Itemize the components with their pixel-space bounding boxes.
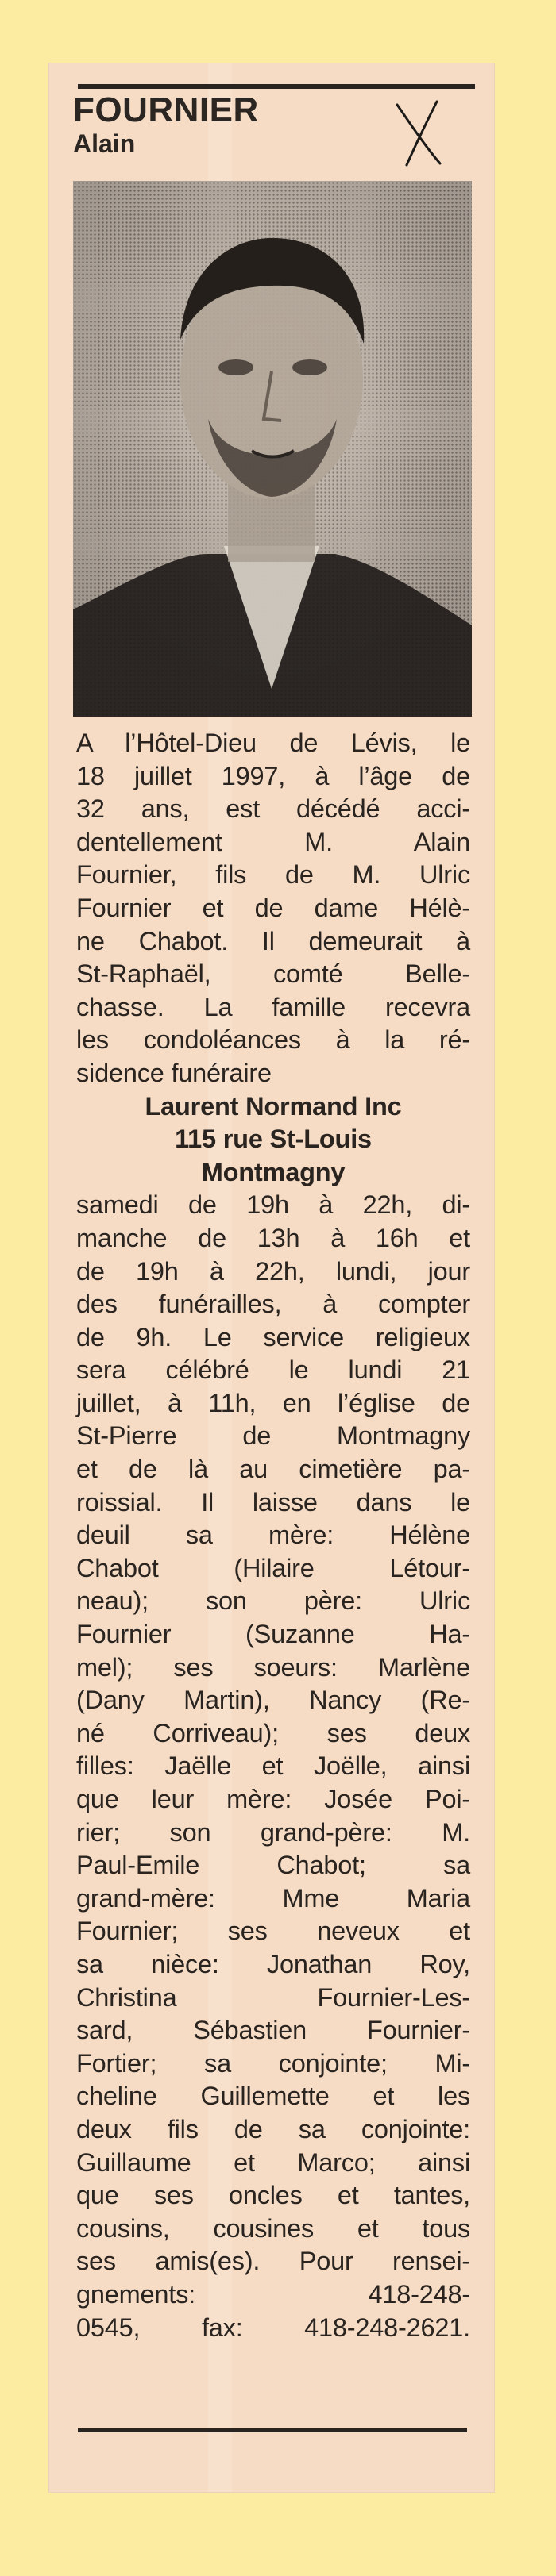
surname: FOURNIER	[73, 90, 259, 129]
text-line: 18 juillet 1997, à l’âge de	[76, 761, 470, 790]
top-rule	[78, 84, 475, 89]
name-heading	[73, 90, 259, 157]
text-line: manche de 13h à 16h et	[76, 1223, 470, 1252]
handwritten-x-mark	[391, 97, 446, 168]
text-line: grand-mère: Mme Maria	[76, 1883, 470, 1913]
text-line: St-Pierre de Montmagny	[76, 1421, 470, 1451]
funeral-home-line: Laurent Normand Inc	[145, 1091, 402, 1121]
given-name: Alain	[73, 129, 136, 158]
text-line: de 19h à 22h, lundi, jour	[76, 1256, 470, 1286]
text-line: sa nièce: Jonathan Roy,	[76, 1949, 470, 1978]
text-line: né Corriveau); ses deux	[76, 1718, 470, 1747]
text-line: Paul-Emile Chabot; sa	[76, 1851, 470, 1880]
text-line: que ses oncles et tantes,	[76, 2181, 470, 2210]
text-line: de 9h. Le service religieux	[76, 1322, 470, 1351]
text-line: sera célébré le lundi 21	[76, 1355, 470, 1385]
text-line: Fortier; sa conjointe; Mi-	[76, 2048, 470, 2078]
text-line: sidence funéraire	[76, 1058, 272, 1087]
text-line: roissial. Il laisse dans le	[76, 1487, 470, 1517]
text-line: sard, Sébastien Fournier-	[76, 2016, 470, 2045]
text-line: ses amis(es). Pour rensei-	[76, 2247, 470, 2276]
text-line: et de là au cimetière pa-	[76, 1455, 470, 1484]
text-line: Fournier (Suzanne Ha-	[76, 1620, 470, 1649]
text-line: juillet, à 11h, en l’église de	[76, 1388, 470, 1417]
text-line: Fournier, fils de M. Ulric	[76, 860, 470, 890]
text-line: 32 ans, est décédé acci-	[76, 794, 470, 824]
funeral-home-line: 115 rue St-Louis	[175, 1125, 372, 1154]
text-line: rier; son grand-père: M.	[76, 1817, 470, 1847]
text-line: mel); ses soeurs: Marlène	[76, 1652, 470, 1682]
text-line: Guillaume et Marco; ainsi	[76, 2147, 470, 2177]
text-line: cousins, cousines et tous	[76, 2213, 470, 2243]
text-line: cheline Guillemette et les	[76, 2082, 470, 2111]
text-line: Christina Fournier-Les-	[76, 1982, 470, 2012]
text-line: gnements: 418-248-	[76, 2279, 470, 2309]
text-line: chasse. La famille recevra	[76, 992, 470, 1021]
text-line: ne Chabot. Il demeurait à	[76, 926, 470, 955]
portrait-photo	[73, 181, 472, 717]
text-line: A l’Hôtel-Dieu de Lévis, le	[76, 729, 470, 757]
text-line: 0545, fax: 418-248-2621.	[76, 2313, 470, 2342]
text-line: deux fils de sa conjointe:	[76, 2114, 470, 2143]
text-line: St-Raphaël, comté Belle-	[76, 959, 470, 989]
text-line: dentellement M. Alain	[76, 827, 470, 856]
text-line: samedi de 19h à 22h, di-	[76, 1190, 470, 1220]
text-line: Chabot (Hilaire Létour-	[76, 1553, 470, 1582]
text-line: filles: Jaëlle et Joëlle, ainsi	[76, 1751, 470, 1781]
newspaper-clipping	[49, 63, 494, 2492]
text-line: (Dany Martin), Nancy (Re-	[76, 1686, 470, 1715]
text-line: les condoléances à la ré-	[76, 1025, 470, 1055]
funeral-home-line: Montmagny	[201, 1157, 346, 1186]
text-line: que leur mère: Josée Poi-	[76, 1785, 470, 1813]
text-line: Fournier et de dame Hélè-	[76, 893, 470, 922]
obituary-text	[76, 727, 470, 2344]
text-line: Fournier; ses neveux et	[76, 1917, 470, 1946]
bottom-rule	[78, 2428, 467, 2432]
text-line: neau); son père: Ulric	[76, 1586, 470, 1616]
text-line: des funérailles, à compter	[76, 1290, 470, 1319]
text-line: deuil sa mère: Hélène	[76, 1521, 470, 1550]
